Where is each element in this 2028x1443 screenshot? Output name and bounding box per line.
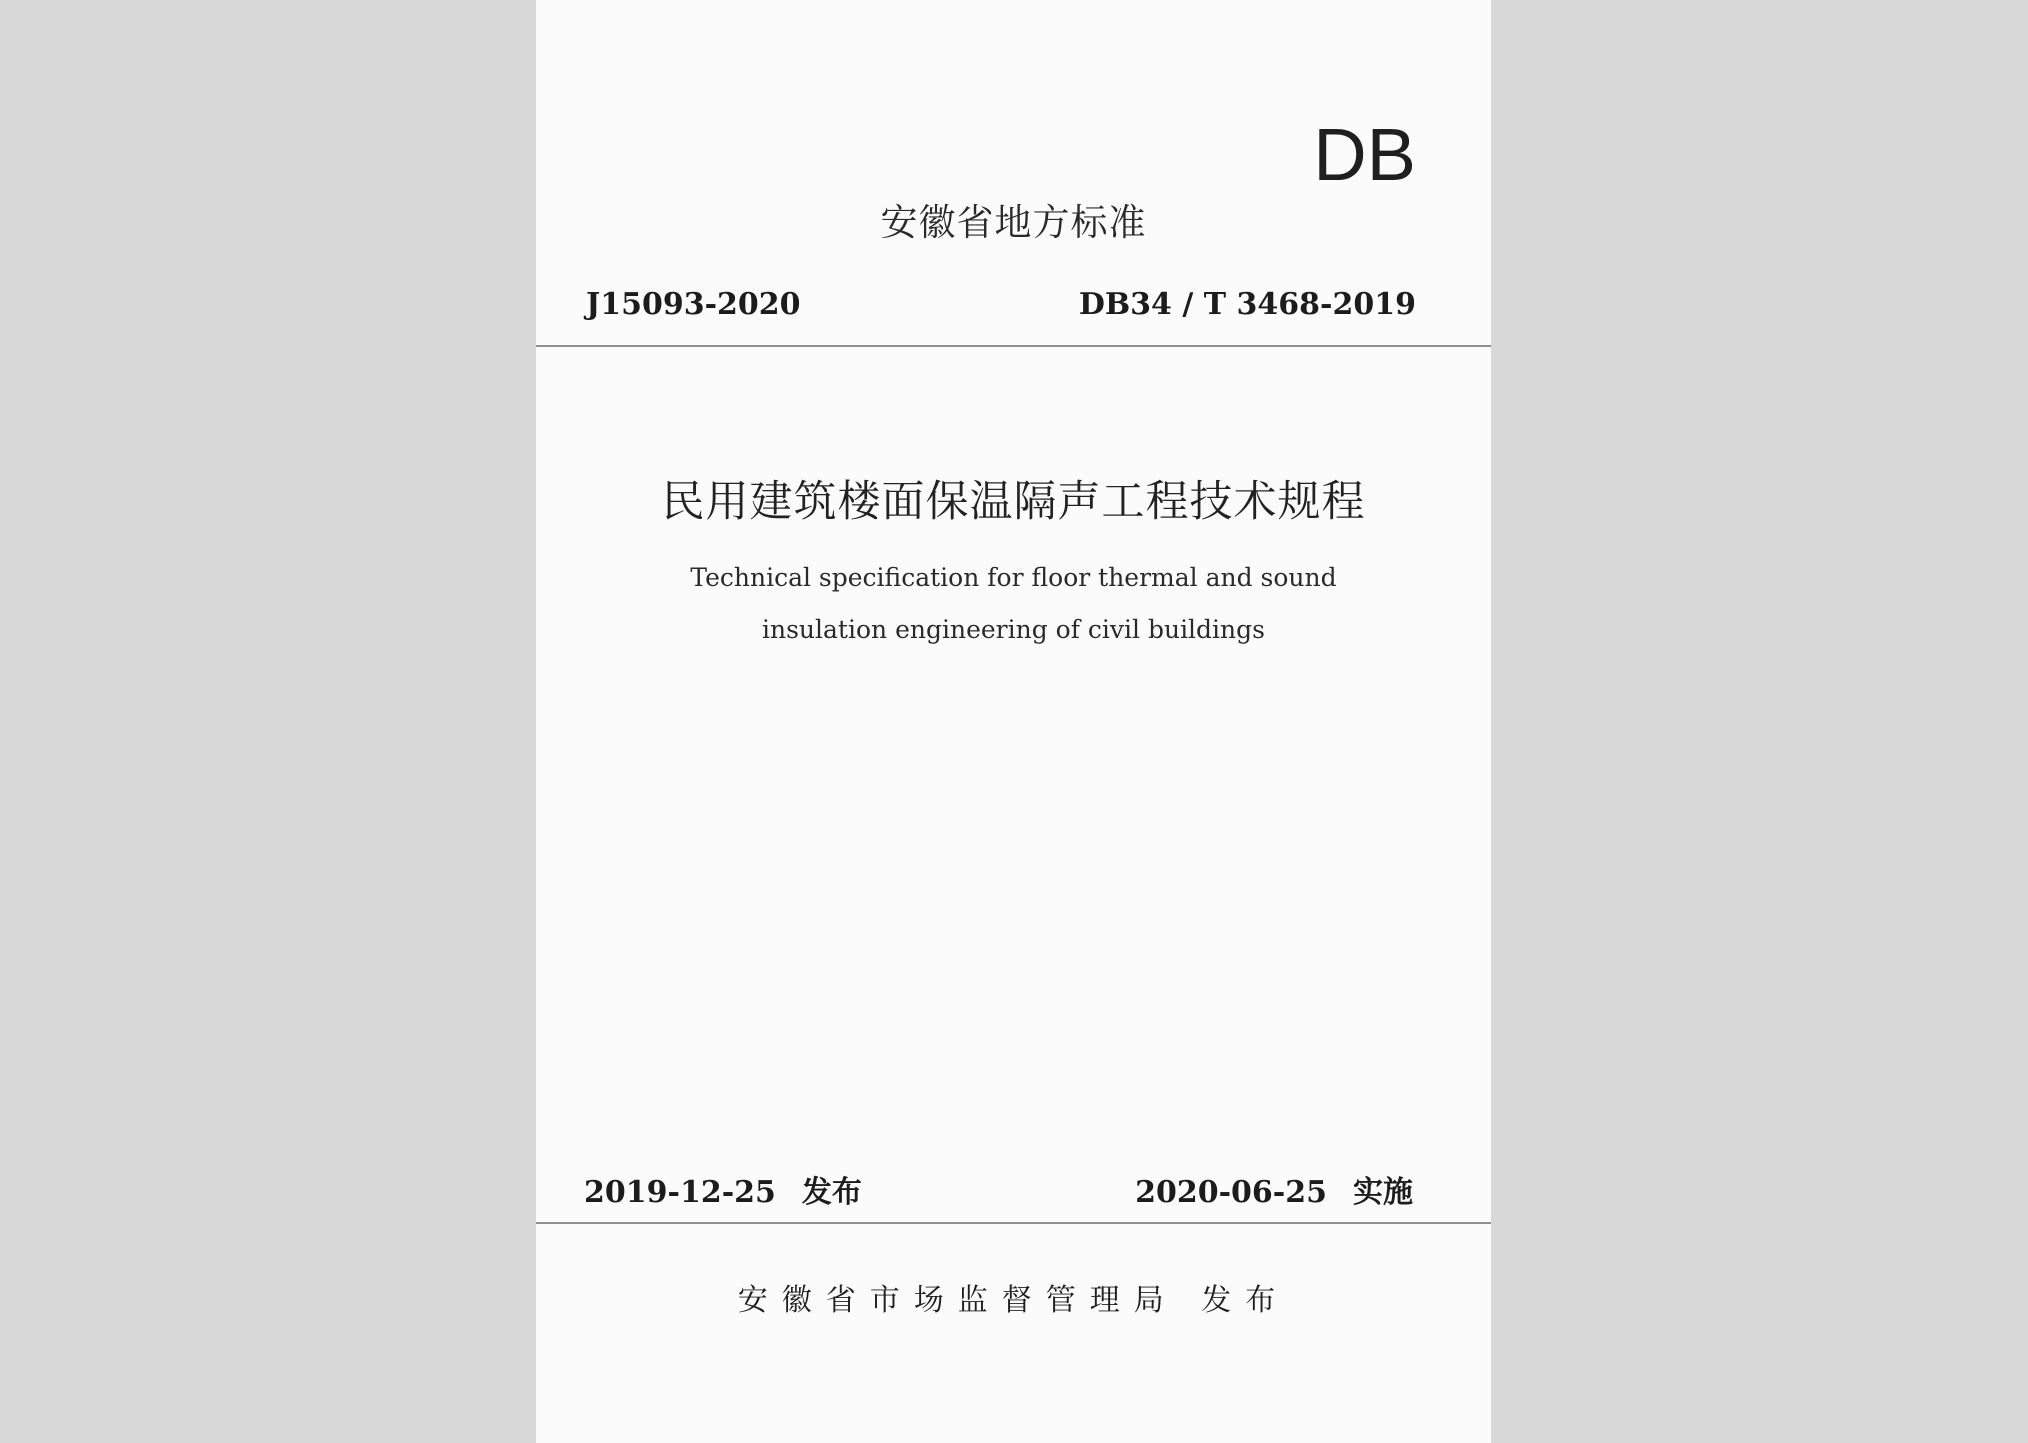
publish-date: [584, 1167, 862, 1211]
effective-label: 实施: [1353, 1175, 1413, 1210]
title-english-line1: Technical specification for floor thermal and sound: [690, 563, 1337, 592]
header-divider: [536, 345, 1491, 347]
publisher: 安徽省市场监督管理局 发布: [737, 1283, 1290, 1318]
title-english-line2: insulation engineering of civil buildings: [762, 615, 1265, 644]
engineering-code: J15093-2020: [586, 287, 801, 322]
effective-date-value: 2020-06-25: [1135, 1175, 1327, 1210]
standard-code: DB34 / T 3468-2019: [1078, 287, 1416, 322]
publish-label: 发布: [801, 1175, 862, 1210]
publish-date-value: 2019-12-25: [584, 1175, 776, 1210]
db-mark: DB: [1313, 113, 1416, 196]
issuer-name: 安徽省地方标准: [880, 201, 1147, 244]
title-chinese: 民用建筑楼面保温隔声工程技术规程: [661, 477, 1366, 527]
document-cover: [536, 0, 1491, 1443]
footer-divider: [536, 1222, 1491, 1224]
effective-date: [1135, 1167, 1413, 1211]
